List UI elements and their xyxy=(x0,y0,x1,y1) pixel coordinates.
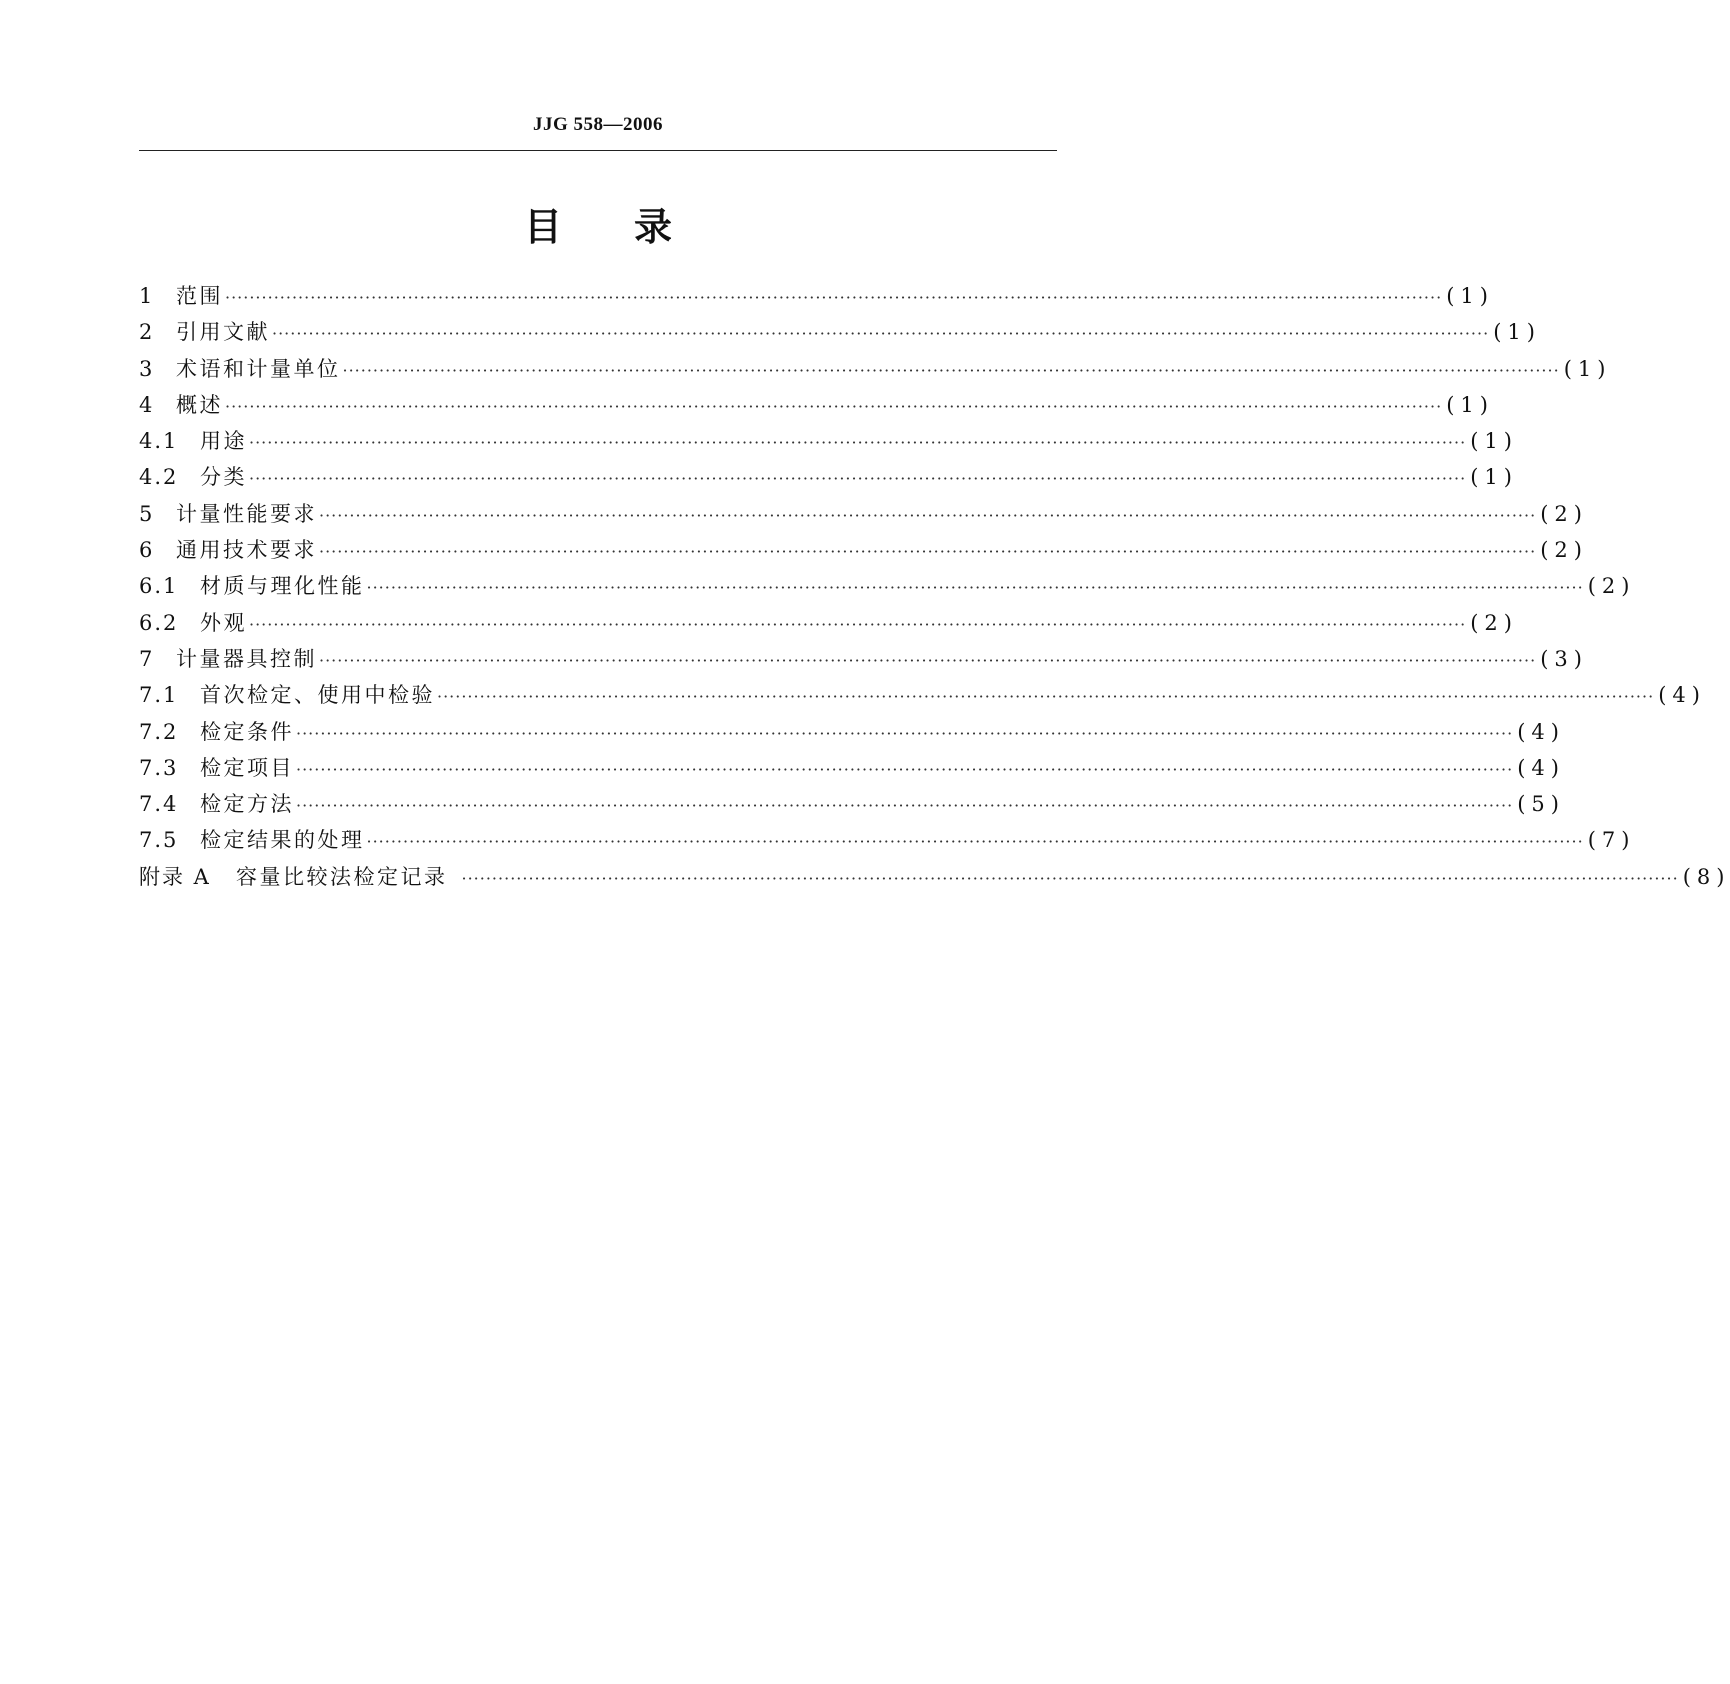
toc-entry-title: 分类 xyxy=(200,465,247,490)
toc-entry-page: (7) xyxy=(1587,828,1636,853)
toc-entry-page: (3) xyxy=(1540,646,1588,671)
toc-entry-number: 4.1 xyxy=(139,429,179,454)
toc-entry-title: 检定条件 xyxy=(200,719,294,744)
toc-entry-title: 检定项目 xyxy=(200,755,294,780)
toc-entry-page: (1) xyxy=(1563,356,1612,381)
toc-entry-number: 1 xyxy=(139,284,155,308)
toc-entry-appendix[interactable] xyxy=(139,859,1730,895)
toc-entry-page: (4) xyxy=(1658,683,1706,708)
toc-entry-number: 4.2 xyxy=(139,465,179,490)
toc-entry[interactable] xyxy=(139,351,1612,387)
toc-entry-page: (2) xyxy=(1540,501,1588,526)
toc-entry-page: (8) xyxy=(1682,864,1730,889)
toc-entry-title: 计量性能要求 xyxy=(176,501,317,526)
toc-entry-title: 概述 xyxy=(176,392,223,417)
toc-entry-page: (1) xyxy=(1493,320,1541,345)
toc-leader-dots: ········································································································································································································ xyxy=(296,759,1514,779)
toc-leader-dots: ········································································································································································································ xyxy=(437,687,1655,707)
toc-entry[interactable] xyxy=(139,532,1588,568)
toc-entry[interactable] xyxy=(139,568,1636,604)
toc-entry-title: 首次检定、使用中检验 xyxy=(200,683,435,708)
table-of-contents xyxy=(139,278,1730,895)
toc-leader-dots: ········································································································································································································ xyxy=(249,614,1467,634)
toc-entry-title: 范围 xyxy=(176,284,223,308)
toc-entry-number: 6.2 xyxy=(139,610,179,635)
toc-entry-number: 7.2 xyxy=(139,719,179,744)
toc-entry-page: (2) xyxy=(1470,610,1518,635)
toc-entry-number: 7 xyxy=(139,646,155,671)
toc-leader-dots: ········································································································································································································ xyxy=(319,542,1537,562)
toc-leader-dots: ········································································································································································································ xyxy=(342,360,1560,380)
toc-entry-title: 检定结果的处理 xyxy=(200,828,365,853)
toc-entry-number: 6.1 xyxy=(139,574,179,599)
toc-entry-page: (1) xyxy=(1446,392,1494,417)
toc-entry-number: 7.5 xyxy=(139,828,179,853)
toc-entry-title: 材质与理化性能 xyxy=(200,574,365,599)
toc-entry-page: (2) xyxy=(1540,538,1588,563)
toc-entry-number: 4 xyxy=(139,392,155,417)
toc-entry-number: 5 xyxy=(139,501,155,526)
toc-leader-dots: ········································································································································································································ xyxy=(249,433,1467,453)
toc-leader-dots: ········································································································································································································ xyxy=(319,505,1537,525)
toc-entry-title: 用途 xyxy=(200,429,247,454)
toc-entry-page: (2) xyxy=(1587,574,1636,599)
toc-entry[interactable] xyxy=(139,750,1565,786)
toc-leader-dots: ········································································································································································································ xyxy=(366,578,1584,598)
toc-entry[interactable] xyxy=(139,496,1588,532)
toc-entry-number: 3 xyxy=(139,356,155,381)
toc-entry[interactable] xyxy=(139,459,1518,495)
toc-entry[interactable] xyxy=(139,387,1494,423)
header-divider xyxy=(139,150,1057,151)
toc-leader-dots: ········································································································································································································ xyxy=(461,868,1679,888)
document-code: JJG 558—2006 xyxy=(532,114,664,135)
toc-entry[interactable] xyxy=(139,641,1588,677)
toc-leader-dots: ········································································································································································································ xyxy=(296,796,1514,816)
toc-entry-title: 计量器具控制 xyxy=(176,646,317,671)
toc-leader-dots: ········································································································································································································ xyxy=(225,396,1443,416)
toc-entry[interactable] xyxy=(139,714,1565,750)
toc-entry[interactable] xyxy=(139,677,1706,713)
toc-entry-title: 容量比较法检定记录 xyxy=(236,864,448,889)
toc-leader-dots: ········································································································································································································ xyxy=(366,832,1584,852)
toc-leader-dots: ········································································································································································································ xyxy=(225,288,1443,307)
toc-leader-dots: ········································································································································································································ xyxy=(296,723,1514,743)
toc-entry-title: 外观 xyxy=(200,610,247,635)
toc-entry-number: 7.1 xyxy=(139,683,179,708)
toc-entry-title: 检定方法 xyxy=(200,792,294,817)
toc-entry-title: 引用文献 xyxy=(176,320,270,345)
toc-entry-page: (1) xyxy=(1470,429,1518,454)
toc-entry[interactable] xyxy=(139,822,1636,858)
toc-entry-page: (1) xyxy=(1446,284,1494,308)
toc-leader-dots: ········································································································································································································ xyxy=(319,650,1537,670)
toc-leader-dots: ········································································································································································································ xyxy=(249,469,1467,489)
page-title: 目录 xyxy=(523,205,744,249)
toc-entry-page: (4) xyxy=(1517,719,1565,744)
toc-entry[interactable] xyxy=(139,423,1518,459)
toc-entry[interactable] xyxy=(139,605,1518,641)
toc-entry-number: 7.3 xyxy=(139,755,179,780)
toc-entry-number: 7.4 xyxy=(139,792,179,817)
toc-entry-number: 2 xyxy=(139,320,155,345)
toc-entry-number: 6 xyxy=(139,538,155,563)
toc-leader-dots: ········································································································································································································ xyxy=(272,324,1490,344)
toc-entry-page: (1) xyxy=(1470,465,1518,490)
toc-entry[interactable] xyxy=(139,278,1494,314)
toc-entry-number: 附录 A xyxy=(139,864,211,889)
toc-entry-title: 通用技术要求 xyxy=(176,538,317,563)
toc-entry-page: (4) xyxy=(1517,755,1565,780)
toc-entry[interactable] xyxy=(139,786,1565,822)
toc-entry[interactable] xyxy=(139,314,1541,350)
toc-entry-page: (5) xyxy=(1517,792,1565,817)
toc-entry-title: 术语和计量单位 xyxy=(176,356,341,381)
